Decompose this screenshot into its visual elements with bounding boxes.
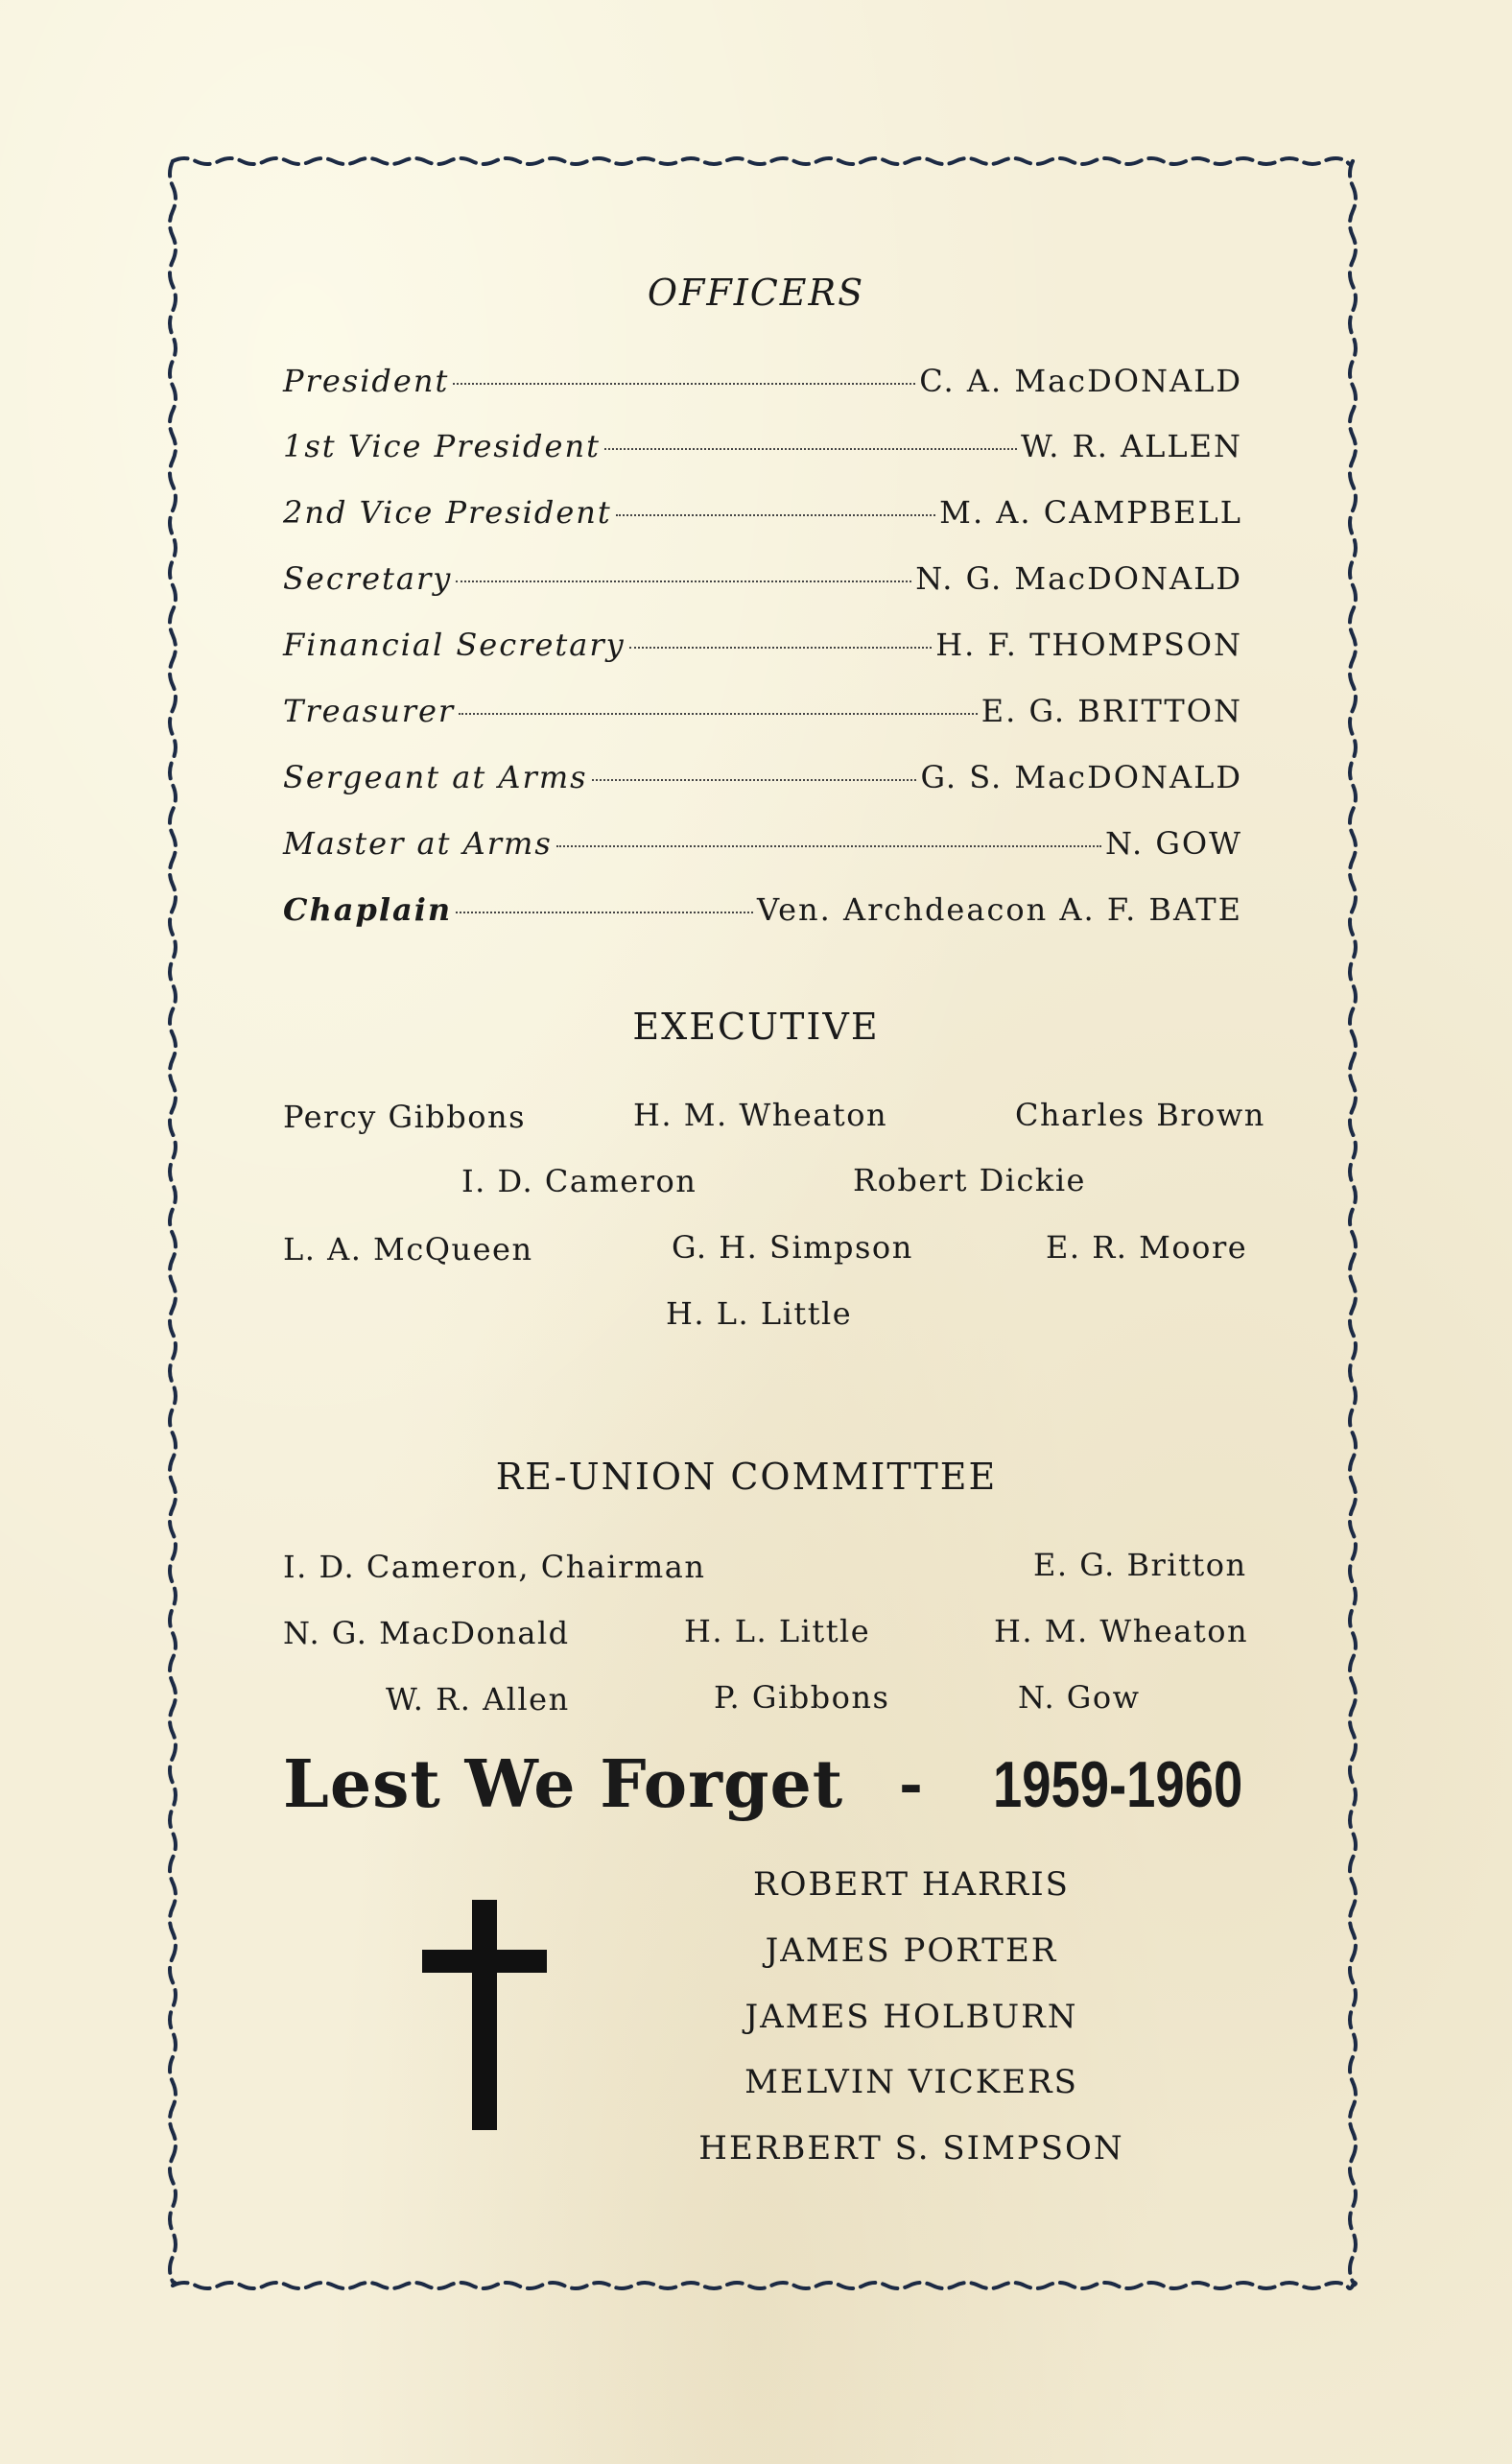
- officer-name: C. A. MacDONALD: [919, 363, 1242, 399]
- executive-member: H. L. Little: [666, 1295, 853, 1332]
- memorial-years: 1959-1960: [992, 1748, 1242, 1821]
- dot-leader: [456, 580, 911, 582]
- executive-member: I. D. Cameron: [461, 1163, 697, 1199]
- memorial-name: ROBERT HARRIS: [753, 1865, 1070, 1904]
- dot-leader: [629, 647, 933, 649]
- dot-leader: [453, 383, 915, 385]
- officer-row-president: [283, 363, 1242, 411]
- reunion-member: W. R. Allen: [386, 1681, 570, 1718]
- officer-title: Chaplain: [283, 891, 453, 928]
- dot-leader: [556, 845, 1101, 847]
- executive-heading: EXECUTIVE: [632, 1006, 880, 1048]
- reunion-member: I. D. Cameron, Chairman: [283, 1549, 706, 1585]
- officer-row-master-at-arms: [283, 825, 1242, 873]
- memorial-title-line: [283, 1741, 1242, 1828]
- memorial-name: JAMES PORTER: [765, 1931, 1058, 1970]
- officer-title: President: [283, 363, 450, 399]
- officer-title: 1st Vice President: [283, 428, 601, 464]
- executive-member: E. R. Moore: [1046, 1229, 1248, 1266]
- officer-name: E. G. BRITTON: [980, 693, 1242, 729]
- officer-title: Master at Arms: [283, 825, 553, 862]
- dot-leader: [456, 912, 753, 913]
- dot-leader: [592, 779, 917, 781]
- title-dash: -: [899, 1751, 923, 1818]
- border-top: [173, 158, 1353, 164]
- reunion-committee-heading: RE-UNION COMMITTEE: [495, 1456, 998, 1498]
- reunion-member: P. Gibbons: [714, 1679, 890, 1716]
- latin-cross-icon: [422, 1900, 547, 2130]
- memorial-name: HERBERT S. SIMPSON: [698, 2129, 1124, 2168]
- officer-name: N. G. MacDONALD: [915, 560, 1242, 597]
- border-right: [1350, 161, 1356, 2286]
- officer-title: 2nd Vice President: [283, 494, 612, 531]
- officer-title: Financial Secretary: [283, 627, 626, 663]
- officer-row-chaplain: [283, 891, 1242, 939]
- officer-name: N. GOW: [1105, 825, 1242, 862]
- executive-member: G. H. Simpson: [672, 1229, 913, 1266]
- reunion-member: N. G. MacDonald: [283, 1615, 570, 1651]
- officer-name: G. S. MacDONALD: [920, 759, 1242, 795]
- officer-row-financial-secretary: [283, 627, 1242, 675]
- reunion-member: H. M. Wheaton: [994, 1613, 1249, 1649]
- officers-heading: OFFICERS: [647, 272, 865, 314]
- officer-row-sergeant-at-arms: [283, 759, 1242, 807]
- border-bottom: [173, 2283, 1353, 2288]
- officer-title: Sergeant at Arms: [283, 759, 588, 795]
- officer-name: M. A. CAMPBELL: [939, 494, 1242, 531]
- officer-name: H. F. THOMPSON: [935, 627, 1242, 663]
- dot-leader: [616, 514, 935, 516]
- officer-row-secretary: [283, 560, 1242, 608]
- officer-title: Treasurer: [283, 693, 456, 729]
- officer-row-treasurer: [283, 693, 1242, 741]
- reunion-member: H. L. Little: [684, 1613, 871, 1649]
- officer-title: Secretary: [283, 560, 453, 597]
- dot-leader: [604, 448, 1017, 450]
- officer-row-1st-vice-president: [283, 428, 1242, 476]
- memorial-name: JAMES HOLBURN: [744, 1998, 1078, 2036]
- executive-member: Charles Brown: [1015, 1097, 1265, 1133]
- executive-member: L. A. McQueen: [283, 1231, 533, 1268]
- border-left: [170, 161, 176, 2286]
- officer-name: W. R. ALLEN: [1020, 428, 1242, 464]
- executive-member: Robert Dickie: [853, 1162, 1086, 1198]
- officer-row-2nd-vice-president: [283, 494, 1242, 542]
- dot-leader: [459, 713, 978, 715]
- reunion-member: E. G. Britton: [1033, 1547, 1247, 1583]
- executive-member: H. M. Wheaton: [633, 1097, 888, 1133]
- reunion-member: N. Gow: [1018, 1679, 1141, 1716]
- memorial-name: MELVIN VICKERS: [744, 2063, 1078, 2101]
- lest-we-forget-title: Lest We Forget: [283, 1746, 844, 1823]
- executive-member: Percy Gibbons: [283, 1099, 527, 1135]
- officer-name: Ven. Archdeacon A. F. BATE: [756, 891, 1242, 928]
